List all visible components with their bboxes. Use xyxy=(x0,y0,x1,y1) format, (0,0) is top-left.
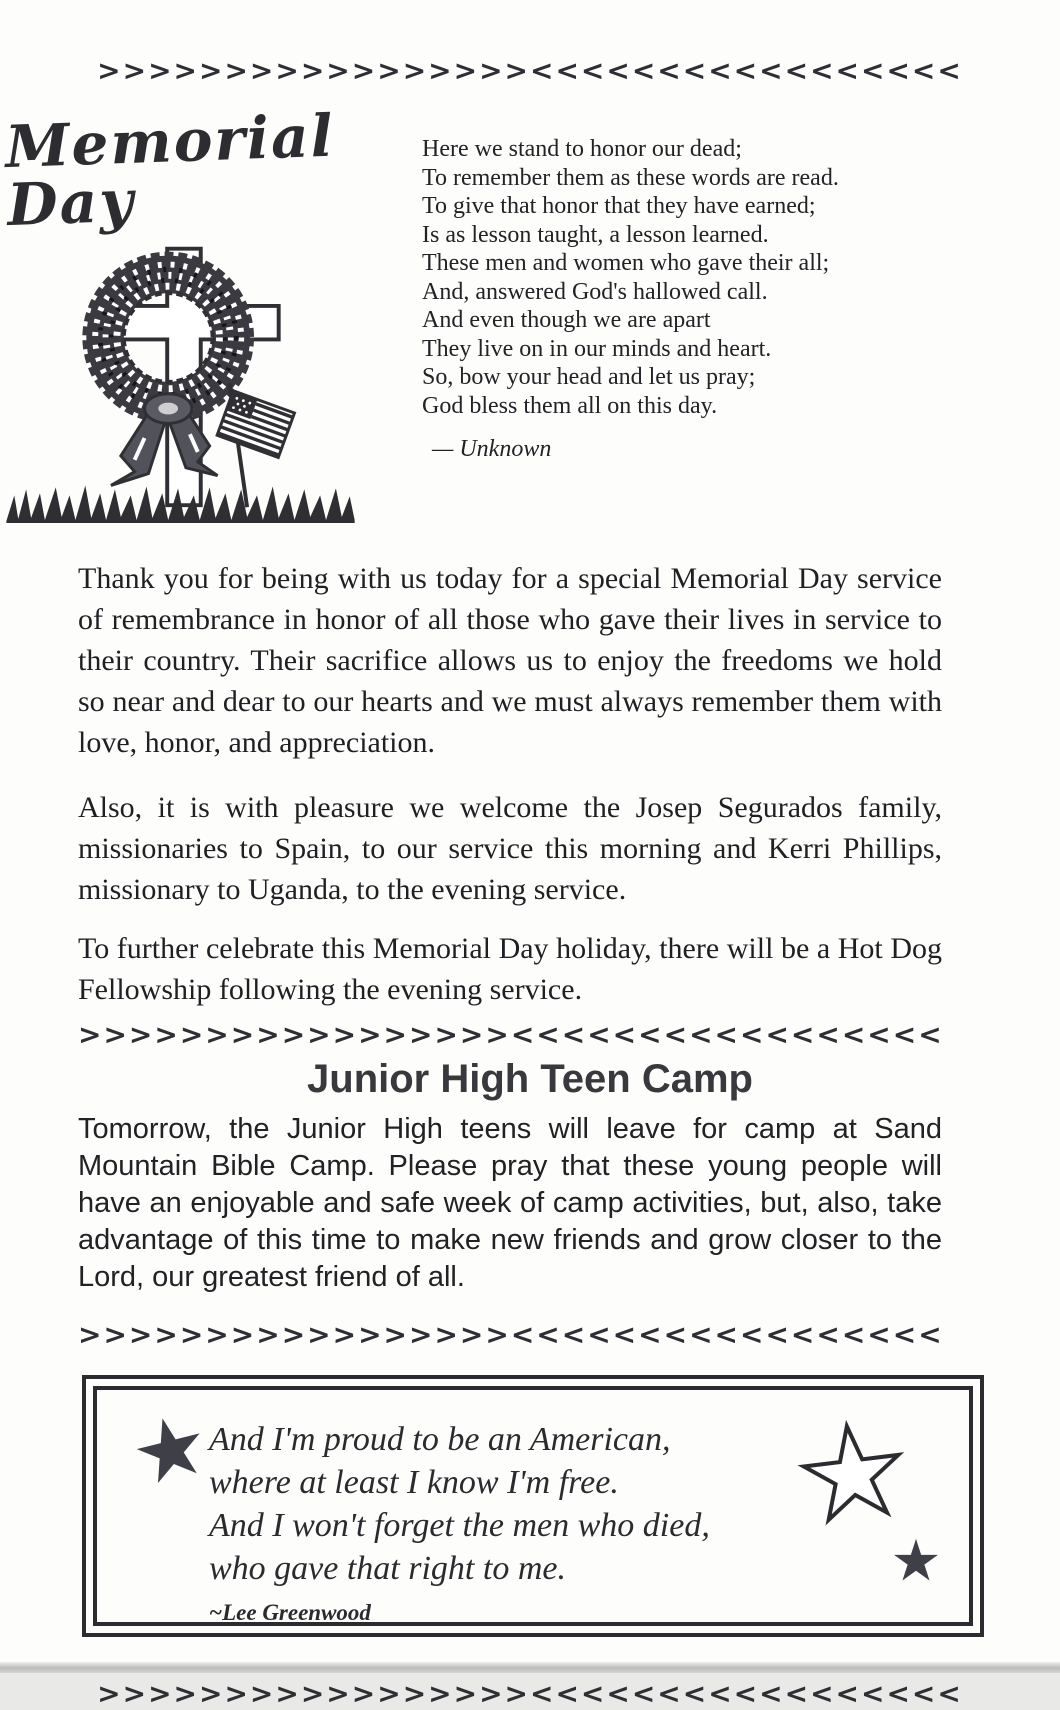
chevron-divider-top: >>>>>>>>>>>>>>>>><<<<<<<<<<<<<<<<< xyxy=(97,54,963,87)
quote-section xyxy=(0,1375,1060,1637)
chevron-divider-lower: >>>>>>>>>>>>>>>>><<<<<<<<<<<<<<<<< xyxy=(78,1318,944,1351)
outline-star-icon xyxy=(797,1418,909,1534)
poem-line: And even though we are apart xyxy=(422,307,711,333)
page-title: Memorial Day xyxy=(4,101,336,240)
hot-dog-fellowship-paragraph: To further celebrate this Memorial Day holiday, there will be a Hot Dog Fellowship following the evening service. xyxy=(78,932,942,1006)
memorial-day-section xyxy=(0,101,1060,524)
quote-line: And I'm proud to be an American, xyxy=(209,1421,671,1458)
quote-line: where at least I know I'm free. xyxy=(209,1464,619,1501)
chevron-divider-middle: >>>>>>>>>>>>>>>>><<<<<<<<<<<<<<<<< xyxy=(78,1018,944,1051)
junior-high-teen-camp-heading: Junior High Teen Camp xyxy=(307,1057,753,1101)
poem-line: To give that honor that they have earned; xyxy=(422,193,816,219)
poem-line: To remember them as these words are read. xyxy=(422,164,839,191)
quote-frame-inner xyxy=(93,1386,973,1626)
poem-attribution: — Unknown xyxy=(432,436,552,462)
poem-line: Is as lesson taught, a lesson learned. xyxy=(422,221,769,248)
memorial-poem xyxy=(420,101,1060,524)
quote-line: And I won't forget the men who died, xyxy=(209,1507,710,1544)
poem-line: God bless them all on this day. xyxy=(422,392,718,419)
quote-attribution: ~Lee Greenwood xyxy=(209,1600,371,1625)
memorial-day-left-column xyxy=(0,101,420,524)
thank-you-paragraph: Thank you for being with us today for a special Memorial Day service of remembrance in honor of all those who gave their lives in service to their country. Their sacrifice allows us to enjoy the freedoms we hold so near and dear to our hearts and we must always remember them with love, honor, and appreciation. xyxy=(78,562,942,759)
poem-line: They live on in our minds and heart. xyxy=(422,335,772,362)
poem-body xyxy=(422,135,1060,420)
announcements-section xyxy=(0,558,1060,1351)
quote-line: who gave that right to me. xyxy=(209,1550,566,1587)
teen-camp-paragraph: Tomorrow, the Junior High teens will leave for camp at Sand Mountain Bible Camp. Please pray that these young people will have an enjoyable and safe week of camp activities, but, also, take advantage of this time to make new friends and grow closer to the Lord, our greatest friend of all. xyxy=(78,1113,942,1293)
chevron-divider-bottom: >>>>>>>>>>>>>>>>><<<<<<<<<<<<<<<<< xyxy=(97,1677,963,1710)
memorial-cross-illustration xyxy=(2,506,362,523)
missionaries-paragraph: Also, it is with pleasure we welcome the Josep Segurados family, missionaries to Spain, to our service this morning and Kerri Phillips, missionary to Uganda, to the evening service. xyxy=(78,791,942,906)
poem-line: Here we stand to honor our dead; xyxy=(422,136,742,162)
poem-line: And, answered God's hallowed call. xyxy=(422,278,768,305)
scan-edge-artifact xyxy=(0,1662,1060,1673)
quote-frame-outer xyxy=(82,1375,984,1637)
poem-line: So, bow your head and let us pray; xyxy=(422,364,756,390)
small-filled-star-icon xyxy=(893,1538,939,1589)
poem-line: These men and women who gave their all; xyxy=(422,250,830,276)
